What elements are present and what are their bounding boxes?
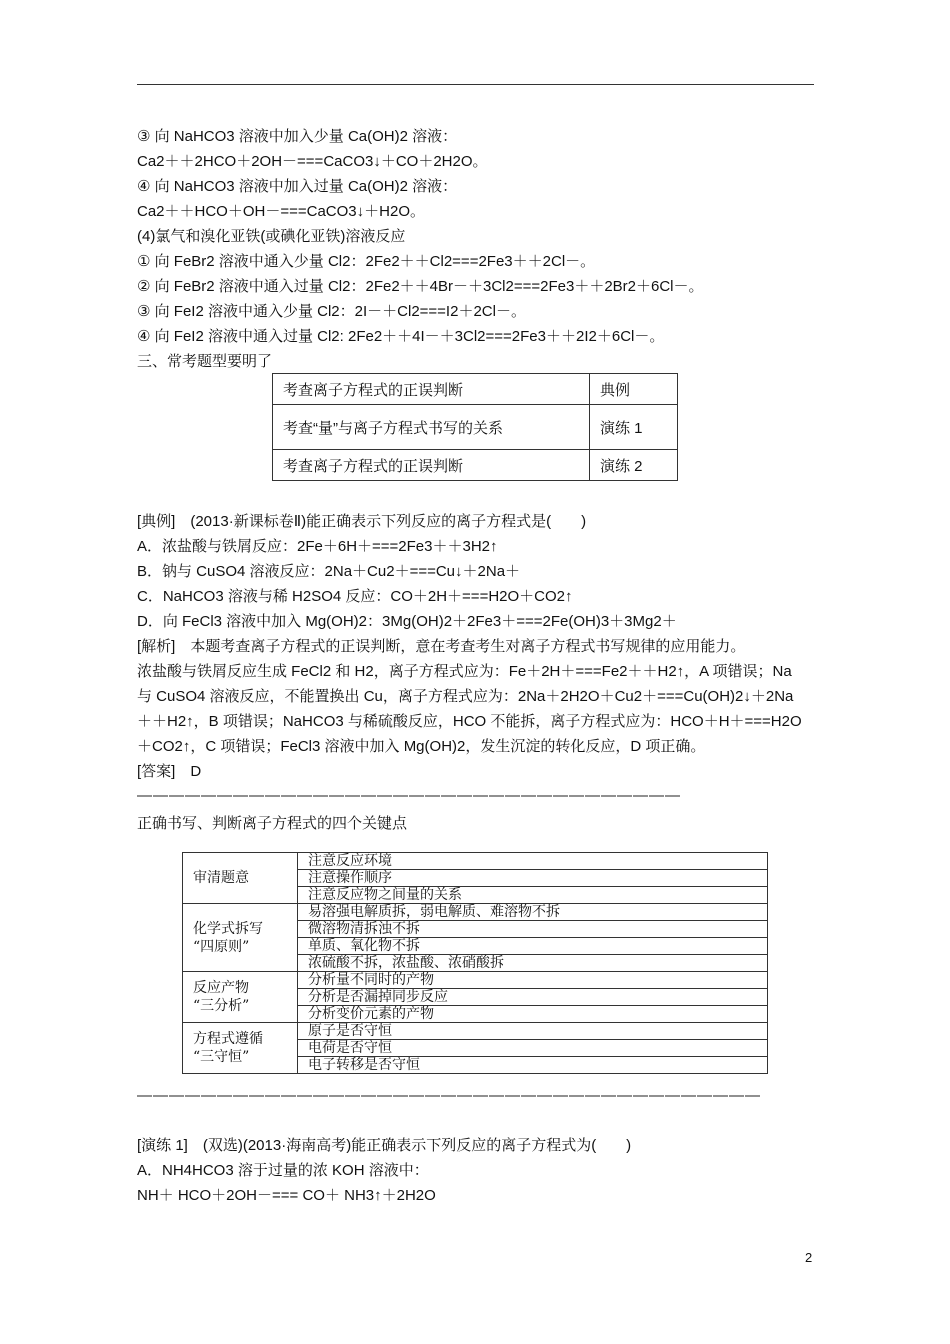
table-cell: 典例 <box>590 374 678 405</box>
table-row <box>273 374 678 405</box>
item-cell: 浓硫酸不拆，浓盐酸、浓硝酸拆 <box>298 955 768 972</box>
table-row <box>183 1023 768 1040</box>
item-cell: 原子是否守恒 <box>298 1023 768 1040</box>
table-cell: 考查离子方程式的正误判断 <box>273 450 590 481</box>
table-row <box>273 450 678 481</box>
table-row <box>183 853 768 870</box>
analysis-line: 与 CuSO4 溶液反应，不能置换出 Cu，离子方程式应为：2Na＋2H2O＋Cu2＋===Cu(OH)2↓＋2Na <box>137 688 794 705</box>
group-cell <box>183 904 298 972</box>
item-cell: 微溶物清拆浊不拆 <box>298 921 768 938</box>
group-cell <box>183 1023 298 1074</box>
group-label: 审清题意 <box>193 870 249 886</box>
text-line: Ca2＋＋HCO＋OH－===CaCO3↓＋H2O。 <box>137 203 425 220</box>
table-row <box>183 972 768 989</box>
text-line: ② 向 FeBr2 溶液中通入过量 Cl2：2Fe2＋＋4Br－＋3Cl2===2Fe3＋＋2Br2＋6Cl－。 <box>137 278 704 295</box>
item-cell: 分析变价元素的产物 <box>298 1006 768 1023</box>
group-label: 化学式拆写 <box>193 920 263 937</box>
dash-divider: —————————————————————————————————— <box>137 787 681 804</box>
table-row <box>273 405 678 450</box>
table-cell: 考查“量”与离子方程式书写的关系 <box>273 405 590 450</box>
dash-divider: ——————————————————————————————————————— <box>137 1087 761 1104</box>
practice-equation: NH＋ HCO＋2OH－=== CO＋ NH3↑＋2H2O <box>137 1187 436 1204</box>
analysis-line: ＋＋H2↑，B 项错误；NaHCO3 与稀硫酸反应，HCO 不能拆，离子方程式应为：HCO＋H＋===H2O <box>137 713 802 730</box>
group-label: 反应产物 <box>193 980 249 996</box>
practice-option-a: A．NH4HCO3 溶于过量的浓 KOH 溶液中： <box>137 1162 429 1179</box>
table-cell: 考查离子方程式的正误判断 <box>273 374 590 405</box>
text-line: ④ 向 NaHCO3 溶液中加入过量 Ca(OH)2 溶液： <box>137 178 458 195</box>
group-label: “四原则” <box>193 938 250 955</box>
item-cell: 易溶强电解质拆，弱电解质、难溶物不拆 <box>298 904 768 921</box>
table-cell: 演练 1 <box>590 405 678 450</box>
key-points-table <box>182 852 768 1074</box>
page-number: 2 <box>805 1250 813 1265</box>
text-line: ③ 向 NaHCO3 溶液中加入少量 Ca(OH)2 溶液： <box>137 128 458 145</box>
item-cell: 注意操作顺序 <box>298 870 768 887</box>
option-b: B．钠与 CuSO4 溶液反应：2Na＋Cu2＋===Cu↓＋2Na＋ <box>137 563 521 580</box>
item-cell: 电荷是否守恒 <box>298 1040 768 1057</box>
item-cell: 分析量不同时的产物 <box>298 972 768 989</box>
section-heading: 三、常考题型要明了 <box>137 353 273 370</box>
analysis-line: ＋CO2↑，C 项错误；FeCl3 溶液中加入 Mg(OH)2，发生沉淀的转化反应，D 项正确。 <box>137 738 706 755</box>
header-rule <box>137 84 814 85</box>
table-row <box>183 904 768 921</box>
answer: [答案] D <box>137 763 202 780</box>
table-cell: 演练 2 <box>590 450 678 481</box>
item-cell: 注意反应物之间量的关系 <box>298 887 768 904</box>
practice-question: [演练 1] (双选)(2013·海南高考)能正确表示下列反应的离子方程式为( ) <box>137 1137 632 1154</box>
analysis-line: [解析] 本题考查离子方程式的正误判断，意在考查考生对离子方程式书写规律的应用能力。 <box>137 638 746 655</box>
group-label: 方程式遵循 <box>193 1031 263 1047</box>
text-line: ① 向 FeBr2 溶液中通入少量 Cl2：2Fe2＋＋Cl2===2Fe3＋＋2Cl－。 <box>137 253 596 270</box>
item-cell: 注意反应环境 <box>298 853 768 870</box>
key-points-title: 正确书写、判断离子方程式的四个关键点 <box>137 815 408 832</box>
text-line: ④ 向 FeI2 溶液中通入过量 Cl2: 2Fe2＋＋4I－＋3Cl2===2Fe3＋＋2I2＋6Cl－。 <box>137 328 665 345</box>
group-cell <box>183 972 298 1023</box>
question-type-table <box>272 373 678 481</box>
analysis-line: 浓盐酸与铁屑反应生成 FeCl2 和 H2，离子方程式应为：Fe＋2H＋===Fe2＋＋H2↑，A 项错误；Na <box>137 663 792 680</box>
text-line: Ca2＋＋2HCO＋2OH－===CaCO3↓＋CO＋2H2O。 <box>137 153 488 170</box>
item-cell: 单质、氧化物不拆 <box>298 938 768 955</box>
text-line: ③ 向 FeI2 溶液中通入少量 Cl2：2I－＋Cl2===I2＋2Cl－。 <box>137 303 526 320</box>
group-label: “三守恒” <box>193 1049 250 1065</box>
option-d: D．向 FeCl3 溶液中加入 Mg(OH)2：3Mg(OH)2＋2Fe3＋===2Fe(OH)3＋3Mg2＋ <box>137 613 677 630</box>
group-cell <box>183 853 298 904</box>
group-label: “三分析” <box>193 998 250 1014</box>
text-line: (4)氯气和溴化亚铁(或碘化亚铁)溶液反应 <box>137 228 406 245</box>
example-question: [典例] (2013·新课标卷Ⅱ)能正确表示下列反应的离子方程式是( ) <box>137 513 587 530</box>
option-c: C．NaHCO3 溶液与稀 H2SO4 反应：CO＋2H＋===H2O＋CO2↑ <box>137 588 573 605</box>
option-a: A．浓盐酸与铁屑反应：2Fe＋6H＋===2Fe3＋＋3H2↑ <box>137 538 498 555</box>
item-cell: 分析是否漏掉同步反应 <box>298 989 768 1006</box>
item-cell: 电子转移是否守恒 <box>298 1057 768 1074</box>
